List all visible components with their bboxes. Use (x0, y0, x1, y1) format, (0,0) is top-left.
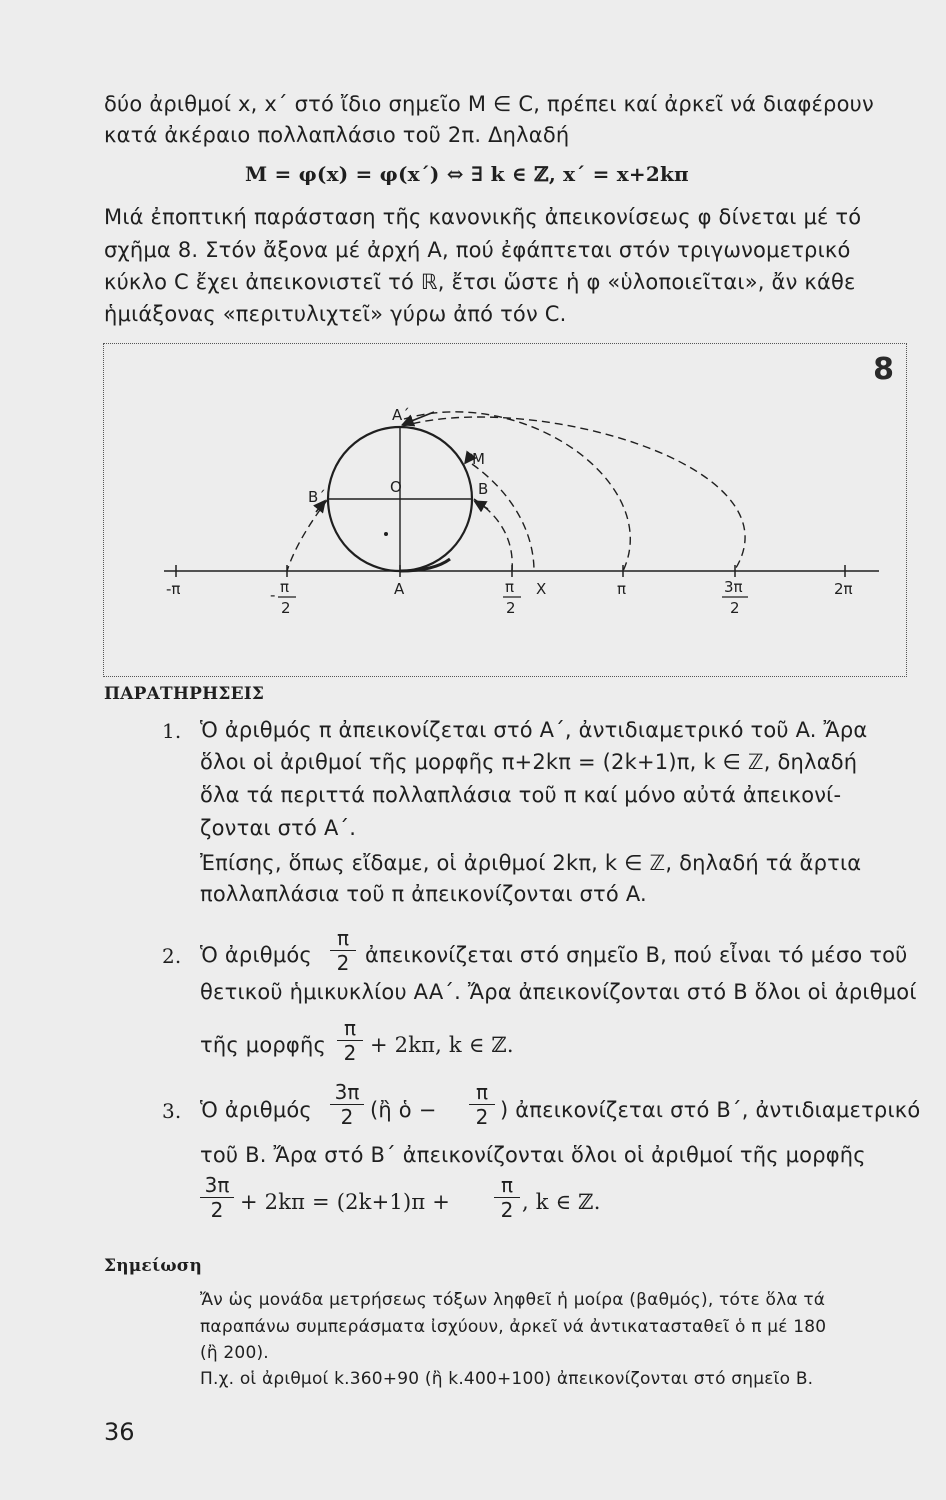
axis-label-neg-half-pi-den: 2 (281, 599, 291, 617)
remark-1-line-1: Ὁ ἀριθμός π ἀπεικονίζεται στό A΄, ἀντιδιαμετρικό τοῦ A. Ἄρα (200, 718, 868, 742)
para2-line-1: Μιά ἐποπτική παράσταση τῆς κανονικῆς ἀπεικονίσεως φ δίνεται μέ τό (104, 205, 862, 229)
frac-denominator: 2 (500, 1198, 514, 1222)
page-number: 36 (104, 1418, 135, 1446)
fraction-pi-over-2-d (494, 1175, 520, 1220)
remark-2-line-1a: Ὁ ἀριθμός (200, 943, 312, 967)
note-line-3: (ἢ 200). (200, 1343, 269, 1363)
fraction-3pi-over-2 (330, 1082, 364, 1127)
note-line-1: Ἄν ὡς μονάδα μετρήσεως τόξων ληφθεῖ ἡ μοίρα (βαθμός), τότε ὅλα τά (200, 1290, 826, 1310)
fraction-3pi-over-2-b (200, 1175, 234, 1220)
arrow-to-b (476, 502, 488, 509)
frac-denominator: 2 (210, 1198, 224, 1222)
figure-number: 8 (873, 352, 894, 387)
fraction-pi-over-2-c (469, 1082, 495, 1127)
axis-label-neg-half-pi-num: π (280, 578, 290, 596)
label-a-prime: A΄ (392, 406, 410, 424)
frac-numerator: π (500, 1173, 514, 1197)
axis-label-neg-pi: -π (166, 580, 181, 598)
axis-label-half-pi-den: 2 (506, 599, 516, 617)
axis-label-three-half-pi-num: 3π (724, 578, 743, 596)
remark-2-line-2: θετικοῦ ἡμικυκλίου AA΄. Ἄρα ἀπεικονίζονται στό B ὅλοι οἱ ἀριθμοί (200, 980, 917, 1004)
remark-3-line-1a: Ὁ ἀριθμός (200, 1098, 312, 1122)
axis-label-pi: π (617, 580, 627, 598)
remark-2-line-1b: ἀπεικονίζεται στό σημεῖο B, πού εἶναι τό μέσο τοῦ (365, 943, 908, 967)
fraction-pi-over-2 (330, 928, 356, 973)
remarks-heading: ΠΑΡΑΤΗΡΗΣΕΙΣ (104, 684, 265, 704)
remark-1-line-5: Ἐπίσης, ὅπως εἴδαμε, οἱ ἀριθμοί 2kπ, k ∈ ℤ, δηλαδή τά ἄρτια (200, 851, 862, 875)
frac-numerator: 3π (334, 1080, 360, 1104)
label-m: M (472, 450, 485, 468)
para2-line-3: κύκλο C ἔχει ἀπεικονιστεῖ τό ℝ, ἔτσι ὥστε ἡ φ «ὑλοποιεῖται», ἄν κάθε (104, 270, 856, 294)
label-b-prime: B΄ (308, 488, 326, 506)
remark-3-line-2: τοῦ B. Ἄρα στό B΄ ἀπεικονίζονται ὅλοι οἱ ἀριθμοί τῆς μορφῆς (200, 1143, 866, 1167)
wrap-curve-pi (404, 412, 630, 571)
frac-numerator: π (343, 1016, 357, 1040)
figure-8 (103, 343, 907, 677)
fraction-pi-over-2-b (337, 1018, 363, 1063)
wrap-curve-half-pi (474, 499, 512, 571)
note-heading: Σημείωση (104, 1256, 203, 1276)
equivalence-equation: M = φ(x) = φ(x΄) ⇔ ∃ k ∈ ℤ, x΄ = x+2kπ (245, 162, 689, 186)
intro-line-2: κατά ἀκέραιο πολλαπλάσιο τοῦ 2π. Δηλαδή (104, 123, 570, 147)
frac-numerator: π (475, 1080, 489, 1104)
center-dot (384, 532, 388, 536)
axis-label-half-pi-num: π (505, 578, 515, 596)
remark-1-line-6: πολλαπλάσια τοῦ π ἀπεικονίζονται στό A. (200, 882, 647, 906)
frac-denominator: 2 (336, 951, 350, 975)
frac-numerator: 3π (204, 1173, 230, 1197)
remark-1-line-2: ὅλοι οἱ ἀριθμοί τῆς μορφῆς π+2kπ = (2k+1)π, k ∈ ℤ, δηλαδή (200, 750, 858, 774)
frac-denominator: 2 (475, 1105, 489, 1129)
frac-denominator: 2 (343, 1041, 357, 1065)
remark-3-line-1c: ) ἀπεικονίζεται στό B΄, ἀντιδιαμετρικό (500, 1098, 921, 1122)
axis-label-two-pi: 2π (834, 580, 853, 598)
para2-line-2: σχῆμα 8. Στόν ἄξονα μέ ἀρχή A, πού ἐφάπτεται στόν τριγωνομετρικό (104, 238, 851, 262)
remark-3-number: 3. (162, 1099, 182, 1123)
remark-2-line-3a: τῆς μορφῆς (200, 1033, 326, 1057)
remark-2-number: 2. (162, 944, 182, 968)
axis-label-minus: - (270, 586, 276, 604)
para2-line-4: ἡμιάξονας «περιτυλιχτεῖ» γύρω ἀπό τόν C. (104, 302, 567, 326)
label-b: B (478, 480, 489, 498)
intro-line-1: δύο ἀριθμοί x, x΄ στό ἴδιο σημεῖο M ∈ C, πρέπει καί ἀρκεῖ νά διαφέρουν (104, 92, 874, 116)
wrap-curve-neg-half-pi (287, 499, 328, 571)
label-a: A (394, 580, 405, 598)
remark-3-line-3b: , k ∈ ℤ. (522, 1190, 601, 1214)
frac-denominator: 2 (340, 1105, 354, 1129)
label-x: X (536, 580, 547, 598)
label-o: O (390, 478, 402, 496)
frac-numerator: π (336, 926, 350, 950)
remark-3-line-3a: + 2kπ = (2k+1)π + (240, 1190, 451, 1214)
note-line-4: Π.χ. οἱ ἀριθμοί k.360+90 (ἢ k.400+100) ἀπεικονίζονται στό σημεῖο B. (200, 1369, 814, 1389)
remark-2-line-3b: + 2kπ, k ∈ ℤ. (370, 1033, 514, 1057)
remark-3-line-1b: (ἢ ὁ − (370, 1098, 437, 1122)
note-line-2: παραπάνω συμπεράσματα ἰσχύουν, ἀρκεῖ νά ἀντικατασταθεῖ ὁ π μέ 180 (200, 1317, 827, 1337)
remark-1-line-3: ὅλα τά περιττά πολλαπλάσια τοῦ π καί μόνο αὐτά ἀπεικονί- (200, 783, 842, 807)
remark-1-line-4: ζονται στό A΄. (200, 816, 357, 840)
axis-label-three-half-pi-den: 2 (730, 599, 740, 617)
wrapped-arc (400, 559, 450, 571)
unit-circle-diagram (104, 344, 906, 676)
remark-1-number: 1. (162, 719, 182, 743)
